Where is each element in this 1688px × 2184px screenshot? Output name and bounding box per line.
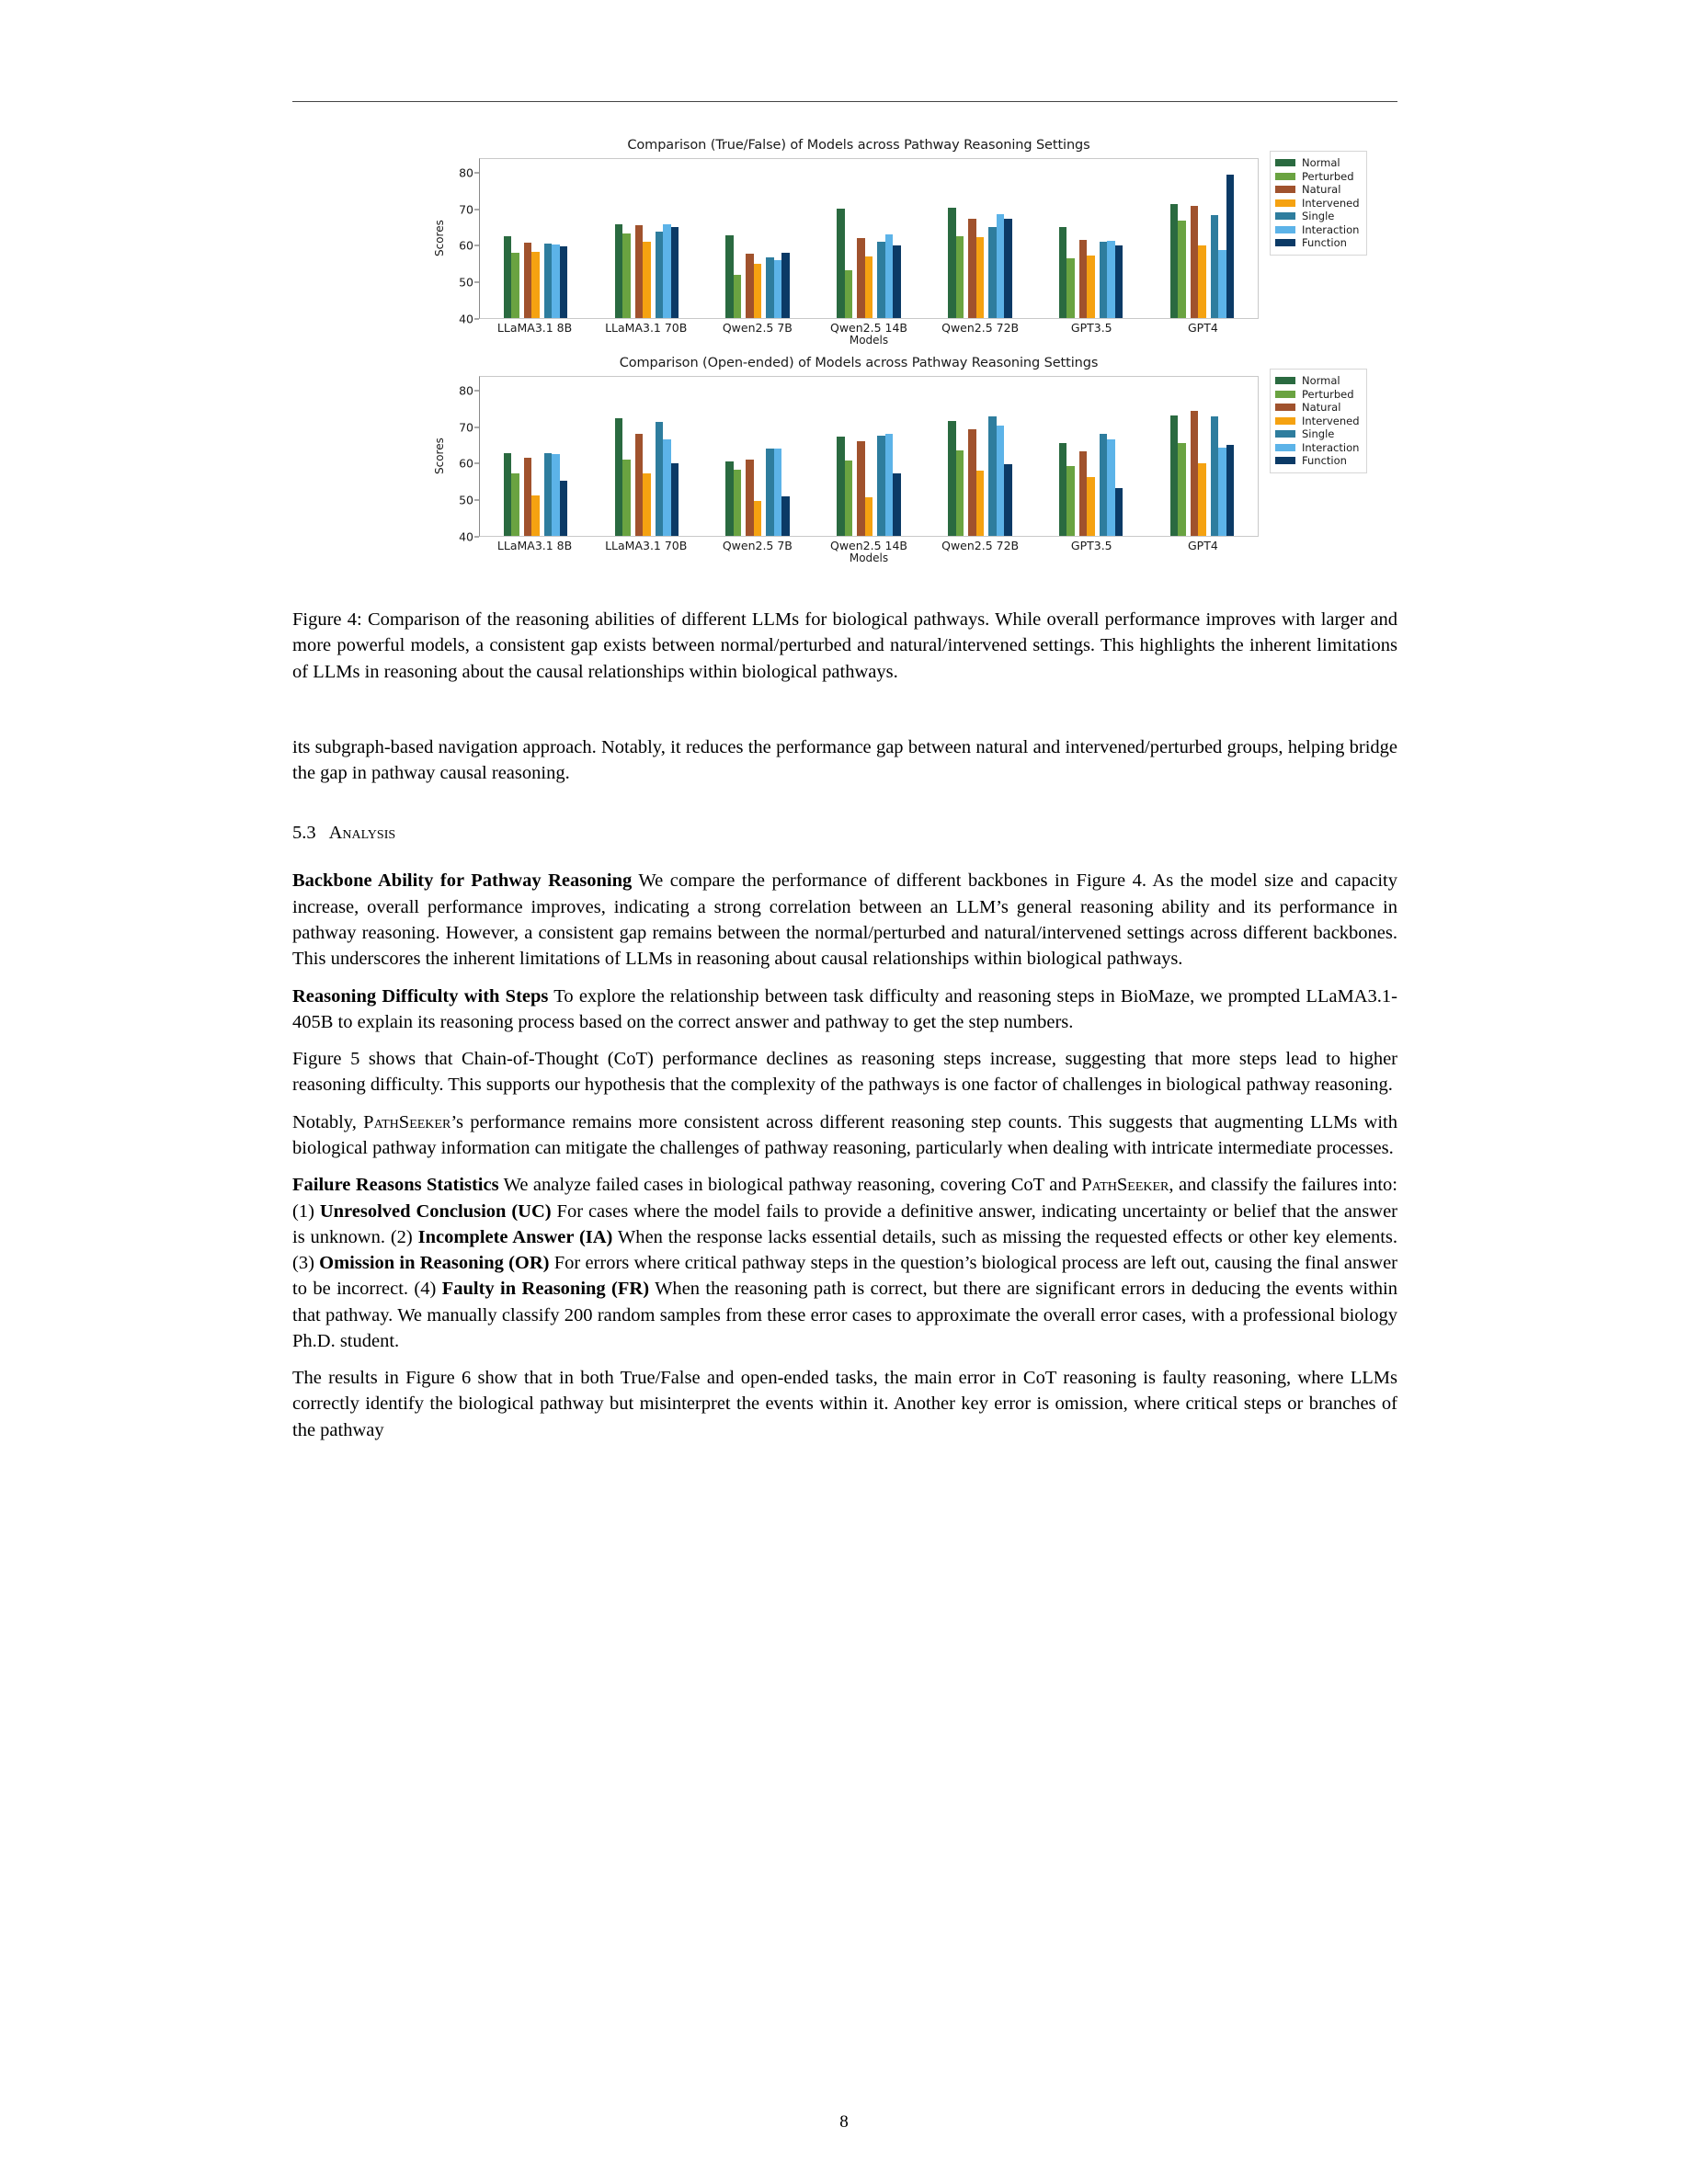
legend-item bbox=[1275, 401, 1360, 415]
bar-set bbox=[1059, 377, 1123, 536]
bar bbox=[1059, 227, 1067, 318]
y-tick-label: 80 bbox=[459, 383, 473, 398]
bar-group bbox=[1035, 159, 1146, 318]
legend-swatch bbox=[1275, 226, 1295, 233]
paragraph-text: ’s performance remains more consistent across different reasoning step counts. This suggests that augmenting LLMs with biological pathway information can mitigate the challenges of pathway reasoning, particularly when dealing with intricate intermediate processes. bbox=[292, 1111, 1397, 1158]
pathseeker-name: PathSeeker bbox=[1081, 1175, 1169, 1196]
paragraph-continued: its subgraph-based navigation approach. Notably, it reduces the performance gap between natural and intervened/perturbed groups, helping bridge the gap in pathway causal reasoning. bbox=[292, 736, 1397, 784]
legend-label: Normal bbox=[1302, 374, 1340, 388]
bar-set bbox=[948, 159, 1012, 318]
x-tick-label: Qwen2.5 72B bbox=[941, 321, 1020, 335]
bar-group bbox=[924, 377, 1035, 536]
bar bbox=[643, 242, 651, 318]
section-heading bbox=[292, 823, 1397, 844]
legend-swatch bbox=[1275, 444, 1295, 451]
legend-swatch bbox=[1275, 404, 1295, 411]
bar bbox=[948, 421, 956, 536]
bar bbox=[1100, 242, 1108, 318]
bar bbox=[1059, 443, 1067, 536]
x-tick-label: Qwen2.5 7B bbox=[722, 539, 793, 552]
x-tick-label: GPT4 bbox=[1188, 321, 1218, 335]
bar bbox=[845, 461, 853, 536]
x-tick-label: GPT3.5 bbox=[1070, 539, 1112, 552]
x-tick-label: GPT3.5 bbox=[1070, 321, 1112, 335]
bar-set bbox=[725, 377, 790, 536]
bar bbox=[988, 416, 997, 536]
bar-set bbox=[948, 377, 1012, 536]
bar-group bbox=[480, 377, 591, 536]
spacer bbox=[292, 797, 1397, 823]
legend-item bbox=[1275, 374, 1360, 388]
bar bbox=[1198, 245, 1206, 318]
x-tick-label: Qwen2.5 7B bbox=[722, 321, 793, 335]
bar bbox=[1178, 221, 1186, 318]
x-tick-label: Qwen2.5 14B bbox=[829, 539, 907, 552]
paragraph-figure5: Figure 5 shows that Chain-of-Thought (CoT) performance declines as reasoning steps increase, suggesting that more steps lead to higher reasoning difficulty. This supports our hypothesis that the complexity of the pathways is one factor of challenges in biological pathway reasoning. bbox=[292, 1049, 1397, 1096]
paragraph-results: The results in Figure 6 show that in both True/False and open-ended tasks, the main error in CoT reasoning is faulty reasoning, where LLMs correctly identify the biological pathway but misinterpret the events within it. Another key error is omission, where critical steps or branches of the pathway bbox=[292, 1368, 1397, 1440]
bar bbox=[837, 437, 845, 536]
bar-group bbox=[1146, 377, 1258, 536]
bar bbox=[1191, 206, 1199, 319]
x-axis-label: Models bbox=[849, 552, 889, 564]
bar bbox=[1087, 256, 1095, 318]
bar bbox=[893, 245, 901, 318]
bar bbox=[1198, 463, 1206, 536]
plot-row bbox=[431, 158, 1259, 326]
bar-set bbox=[1170, 377, 1235, 536]
legend-label: Single bbox=[1302, 210, 1335, 223]
bar-set bbox=[504, 377, 568, 536]
legend-item bbox=[1275, 183, 1360, 197]
term-uc: Unresolved Conclusion (UC) bbox=[319, 1200, 552, 1222]
bar bbox=[544, 244, 553, 318]
bar bbox=[524, 458, 532, 536]
bar bbox=[1211, 215, 1219, 318]
header-rule bbox=[292, 101, 1397, 102]
paragraph-backbone bbox=[292, 868, 1397, 972]
bar bbox=[1178, 443, 1186, 536]
bar bbox=[1079, 451, 1088, 536]
bar-group bbox=[591, 377, 702, 536]
paragraph-text: When the response lacks essential details, such as missing the requested effects or other key elements. (3) bbox=[292, 1226, 1397, 1274]
bar bbox=[877, 436, 885, 536]
legend-label: Interaction bbox=[1302, 440, 1360, 454]
bar bbox=[1100, 434, 1108, 536]
bar bbox=[766, 257, 774, 318]
x-tick-label: GPT4 bbox=[1188, 539, 1218, 552]
x-tick-label: LLaMA3.1 8B bbox=[496, 321, 573, 335]
bar-groups bbox=[480, 159, 1258, 318]
x-tick-label: Qwen2.5 14B bbox=[829, 321, 907, 335]
paragraph-steps bbox=[292, 984, 1397, 1036]
bar bbox=[968, 219, 976, 318]
bar bbox=[643, 473, 651, 536]
bar bbox=[1115, 488, 1123, 536]
paragraph-text: For errors where critical pathway steps in the question’s biological process are left out, causing the final answer to be incorrect. (4) bbox=[292, 1253, 1397, 1300]
y-tick-label: 40 bbox=[459, 312, 473, 326]
bar bbox=[725, 235, 734, 318]
term-ia: Incomplete Answer (IA) bbox=[417, 1226, 613, 1247]
bar bbox=[857, 238, 865, 318]
legend-item bbox=[1275, 156, 1360, 170]
bar bbox=[622, 233, 631, 318]
bar-set bbox=[504, 159, 568, 318]
bar bbox=[531, 252, 540, 318]
y-tick-label: 40 bbox=[459, 529, 473, 544]
chart-open-ended bbox=[431, 356, 1360, 564]
y-tick-label: 70 bbox=[459, 420, 473, 435]
bar-group bbox=[702, 159, 814, 318]
bar bbox=[635, 225, 644, 318]
plot-area bbox=[479, 158, 1259, 319]
y-axis-ticks bbox=[448, 376, 479, 544]
legend-item bbox=[1275, 170, 1360, 184]
y-tick-label: 60 bbox=[459, 456, 473, 471]
bar-group bbox=[702, 377, 814, 536]
bar-group bbox=[480, 159, 591, 318]
x-axis-label: Models bbox=[849, 334, 889, 347]
pathseeker-name: PathSeeker bbox=[363, 1111, 451, 1132]
bar bbox=[968, 429, 976, 536]
bar bbox=[656, 232, 664, 318]
bar bbox=[877, 242, 885, 318]
y-tick-label: 80 bbox=[459, 165, 473, 180]
bar-set bbox=[1170, 159, 1235, 318]
legend-swatch bbox=[1275, 186, 1295, 193]
bar-group bbox=[814, 377, 925, 536]
legend-swatch bbox=[1275, 159, 1295, 166]
bar bbox=[1191, 411, 1199, 536]
bar bbox=[734, 275, 742, 318]
bar bbox=[1170, 204, 1179, 318]
bar-set bbox=[615, 377, 679, 536]
bar-set bbox=[837, 377, 901, 536]
paragraph-text: We compare the performance of different backbones in Figure 4. As the model size and capacity increase, overall performance improves, indicating a strong correlation between an LLM’s general reasoning ability and its performance in pathway reasoning. However, a consistent gap remains between the normal/perturbed and natural/intervened settings across different backbones. This underscores the inherent limitations of LLMs in reasoning about causal relationships within biological pathways. bbox=[292, 870, 1397, 970]
bar bbox=[663, 224, 671, 318]
legend-swatch bbox=[1275, 391, 1295, 398]
bar-group bbox=[1146, 159, 1258, 318]
bar bbox=[671, 463, 679, 536]
legend-swatch bbox=[1275, 239, 1295, 246]
bar bbox=[948, 208, 956, 319]
bar bbox=[1211, 416, 1219, 536]
chart-legend bbox=[1270, 369, 1367, 473]
legend-swatch bbox=[1275, 430, 1295, 438]
bar bbox=[865, 497, 873, 536]
legend-item bbox=[1275, 210, 1360, 223]
bar bbox=[1066, 258, 1075, 318]
bar bbox=[1004, 219, 1012, 318]
section-title: Analysis bbox=[328, 823, 396, 844]
y-axis-label: Scores bbox=[433, 220, 446, 257]
paragraph-lead-failure: Failure Reasons Statistics bbox=[292, 1175, 499, 1196]
bar bbox=[976, 237, 985, 318]
bar bbox=[524, 243, 532, 318]
bar bbox=[531, 495, 540, 536]
x-tick-label: LLaMA3.1 70B bbox=[605, 321, 688, 335]
bar bbox=[1226, 445, 1235, 536]
chart-legend bbox=[1270, 151, 1367, 256]
y-tick-label: 60 bbox=[459, 238, 473, 253]
term-fr: Faulty in Reasoning (FR) bbox=[441, 1279, 650, 1300]
legend-label: Function bbox=[1302, 454, 1347, 468]
bar bbox=[1218, 448, 1226, 536]
y-tick-label: 50 bbox=[459, 493, 473, 507]
bar bbox=[1107, 439, 1115, 536]
paragraph-text: To explore the relationship between task difficulty and reasoning steps in BioMaze, we prompted LLaMA3.1-405B to explain its reasoning process based on the correct answer and pathway to get the step numbers. bbox=[292, 985, 1397, 1032]
bar bbox=[746, 254, 754, 318]
legend-item bbox=[1275, 223, 1360, 237]
bar bbox=[560, 246, 568, 318]
legend-swatch bbox=[1275, 173, 1295, 180]
term-or: Omission in Reasoning (OR) bbox=[319, 1253, 550, 1274]
chart-title: Comparison (True/False) of Models across Pathway Reasoning Settings bbox=[627, 138, 1090, 153]
bar bbox=[766, 449, 774, 536]
bar bbox=[885, 234, 894, 318]
bar bbox=[857, 441, 865, 536]
paragraph-text: We analyze failed cases in biological pathway reasoning, covering CoT and bbox=[498, 1175, 1082, 1196]
legend-swatch bbox=[1275, 377, 1295, 384]
bar bbox=[865, 256, 873, 318]
bar bbox=[1087, 477, 1095, 536]
paragraph-lead-backbone: Backbone Ability for Pathway Reasoning bbox=[292, 870, 633, 892]
bar bbox=[615, 224, 623, 318]
bar bbox=[544, 453, 553, 536]
page-content bbox=[292, 138, 1397, 1454]
bar bbox=[1107, 241, 1115, 318]
bar bbox=[746, 460, 754, 536]
bar bbox=[552, 454, 560, 536]
bar-groups bbox=[480, 377, 1258, 536]
legend-label: Natural bbox=[1302, 401, 1341, 415]
paragraph-notably bbox=[292, 1109, 1397, 1162]
bar bbox=[511, 473, 519, 536]
bar bbox=[1115, 245, 1123, 318]
legend-swatch bbox=[1275, 457, 1295, 464]
bar bbox=[552, 245, 560, 318]
section-number: 5.3 bbox=[292, 823, 316, 844]
bar-group bbox=[1035, 377, 1146, 536]
legend-label: Perturbed bbox=[1302, 387, 1354, 401]
bar bbox=[1218, 250, 1226, 318]
legend-label: Intervened bbox=[1302, 414, 1360, 427]
x-tick-label: LLaMA3.1 70B bbox=[605, 539, 688, 552]
chart-title: Comparison (Open-ended) of Models across Pathway Reasoning Settings bbox=[619, 356, 1099, 370]
paragraph-failure-reasons bbox=[292, 1172, 1397, 1354]
chart-true-false bbox=[431, 138, 1360, 347]
x-axis-tick-labels bbox=[479, 539, 1259, 552]
bar bbox=[781, 496, 790, 536]
paragraph-text: For cases where the model fails to provide a definitive answer, indicating uncertainty or belief that the answer is unknown. (2) bbox=[292, 1200, 1397, 1247]
bar bbox=[956, 450, 964, 536]
bar bbox=[1226, 175, 1235, 318]
plot-row bbox=[431, 376, 1259, 544]
bar bbox=[997, 426, 1005, 536]
bar bbox=[754, 501, 762, 536]
bar bbox=[671, 227, 679, 318]
bar-set bbox=[1059, 159, 1123, 318]
legend-item bbox=[1275, 236, 1360, 250]
bar bbox=[837, 209, 845, 318]
bar bbox=[1066, 466, 1075, 536]
x-tick-label: Qwen2.5 72B bbox=[941, 539, 1020, 552]
legend-label: Single bbox=[1302, 427, 1335, 441]
legend-swatch bbox=[1275, 199, 1295, 207]
bar bbox=[511, 253, 519, 318]
paragraph-text: , and classify the failures into: (1) bbox=[292, 1175, 1397, 1222]
legend-label: Perturbed bbox=[1302, 169, 1354, 183]
bar-group bbox=[924, 159, 1035, 318]
bar bbox=[560, 481, 568, 536]
bar bbox=[988, 227, 997, 318]
bar bbox=[504, 236, 512, 318]
legend-label: Normal bbox=[1302, 156, 1340, 170]
spacer bbox=[292, 685, 1397, 734]
legend-label: Function bbox=[1302, 236, 1347, 250]
bar-set bbox=[837, 159, 901, 318]
bar bbox=[774, 449, 782, 536]
bar bbox=[615, 418, 623, 536]
bar bbox=[976, 471, 985, 536]
y-axis-label: Scores bbox=[433, 438, 446, 475]
paragraph-text: When the reasoning path is correct, but there are significant errors in deducing the events within that pathway. We manually classify 200 random samples from these error cases to approximate the overall error cases, with a professional biology Ph.D. student. bbox=[292, 1279, 1397, 1351]
legend-label: Intervened bbox=[1302, 196, 1360, 210]
bar bbox=[622, 460, 631, 536]
bar bbox=[893, 473, 901, 536]
paragraph-lead-steps: Reasoning Difficulty with Steps bbox=[292, 985, 549, 1007]
bar bbox=[504, 453, 512, 536]
bar-group bbox=[814, 159, 925, 318]
legend-label: Natural bbox=[1302, 183, 1341, 197]
bar bbox=[725, 461, 734, 536]
bar bbox=[956, 236, 964, 318]
y-tick-label: 70 bbox=[459, 202, 473, 217]
page-number: 8 bbox=[839, 2112, 849, 2132]
bar-set bbox=[615, 159, 679, 318]
x-tick-label: LLaMA3.1 8B bbox=[496, 539, 573, 552]
figure-4 bbox=[292, 138, 1397, 685]
y-axis-ticks bbox=[448, 158, 479, 326]
legend-item bbox=[1275, 197, 1360, 210]
bar bbox=[754, 264, 762, 318]
figure-caption: Figure 4: Comparison of the reasoning abilities of different LLMs for biological pathways. While overall performance improves with larger and more powerful models, a consistent gap exists between normal/perturbed and natural/intervened settings. This highlights the inherent limitations of LLMs in reasoning about the causal relationships within biological pathways. bbox=[292, 609, 1397, 682]
bar bbox=[663, 439, 671, 536]
legend-item bbox=[1275, 427, 1360, 441]
bar bbox=[1079, 240, 1088, 318]
bar-set bbox=[725, 159, 790, 318]
bar bbox=[845, 270, 853, 319]
bar bbox=[997, 214, 1005, 318]
y-tick-label: 50 bbox=[459, 275, 473, 290]
legend-item bbox=[1275, 415, 1360, 428]
legend-swatch bbox=[1275, 417, 1295, 425]
paragraph-text: Notably, bbox=[292, 1111, 364, 1132]
bar bbox=[774, 260, 782, 318]
bar bbox=[1004, 464, 1012, 536]
bar bbox=[781, 253, 790, 318]
bar bbox=[885, 434, 894, 536]
bar bbox=[1170, 415, 1179, 536]
bar bbox=[734, 470, 742, 536]
legend-swatch bbox=[1275, 212, 1295, 220]
legend-item bbox=[1275, 441, 1360, 455]
bar bbox=[656, 422, 664, 536]
bar-group bbox=[591, 159, 702, 318]
plot-area bbox=[479, 376, 1259, 537]
x-axis-tick-labels bbox=[479, 321, 1259, 335]
legend-label: Interaction bbox=[1302, 222, 1360, 236]
bar bbox=[635, 434, 644, 536]
legend-item bbox=[1275, 454, 1360, 468]
legend-item bbox=[1275, 388, 1360, 402]
